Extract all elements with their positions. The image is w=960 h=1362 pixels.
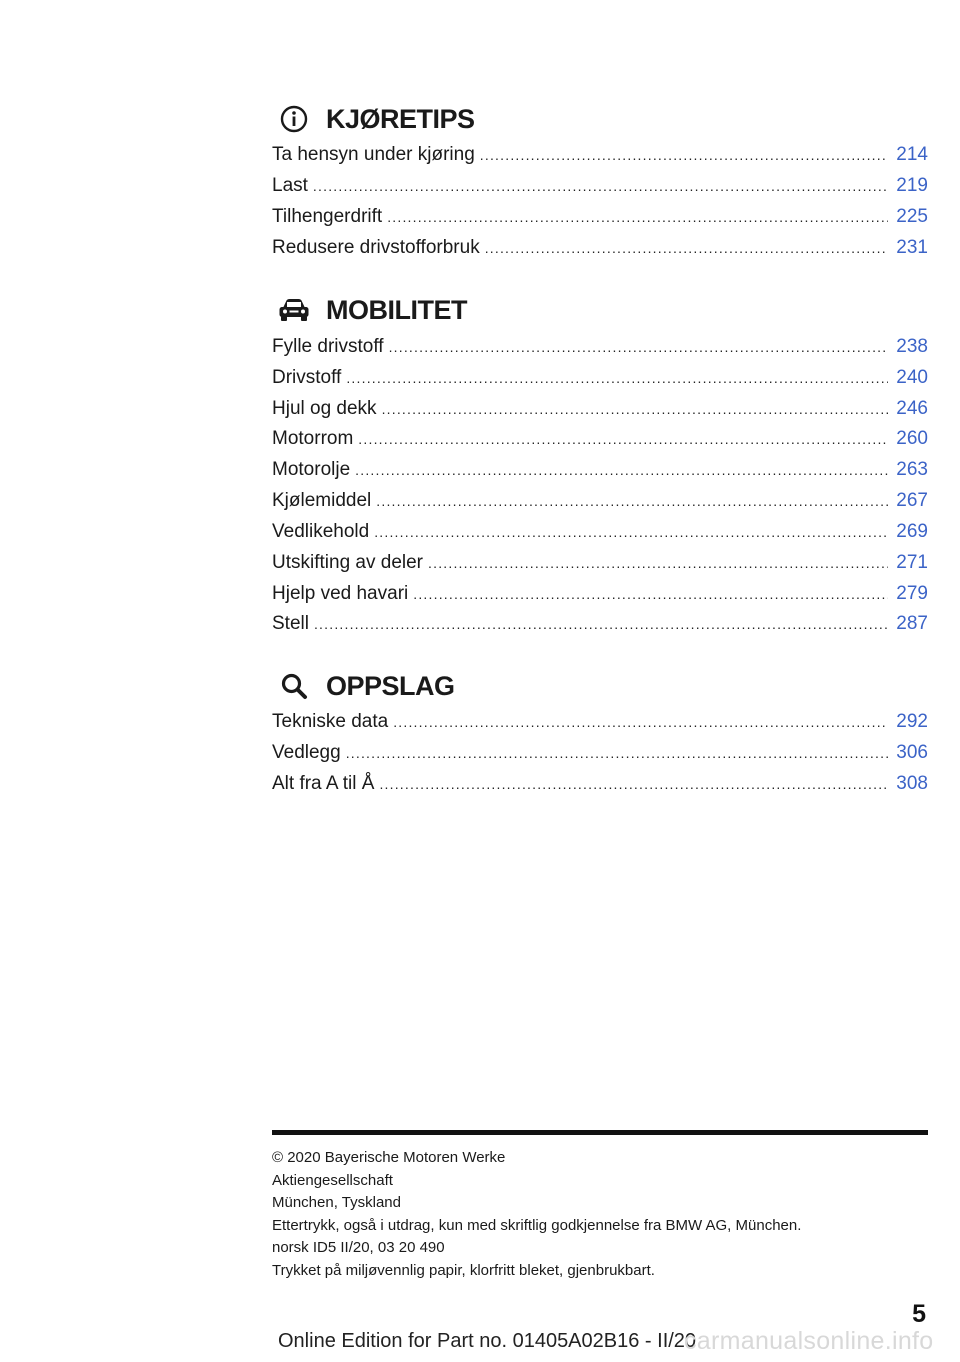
dot-leader — [346, 740, 888, 766]
toc-entry[interactable] — [272, 365, 928, 391]
toc-entry-page-link[interactable]: 219 — [896, 175, 928, 196]
toc-entry[interactable] — [272, 488, 928, 514]
watermark: carmanualsonline.info — [684, 1327, 934, 1355]
info-icon — [274, 99, 314, 139]
toc-entry-label: Stell — [272, 613, 309, 634]
toc-entry[interactable] — [272, 334, 928, 360]
dot-leader — [313, 173, 888, 199]
toc-entry[interactable] — [272, 173, 928, 199]
car-icon — [274, 290, 314, 330]
toc-entry[interactable] — [272, 550, 928, 576]
dot-leader — [376, 488, 888, 514]
toc-entry-page-link[interactable]: 287 — [896, 613, 928, 634]
edition-footer: Online Edition for Part no. 01405A02B16 - II/20 — [278, 1330, 697, 1352]
dot-leader — [389, 334, 888, 360]
toc-entry[interactable] — [272, 709, 928, 735]
toc-entry-page-link[interactable]: 263 — [896, 459, 928, 480]
section-title: KJØRETIPS — [326, 103, 475, 134]
toc-entry-page-link[interactable]: 238 — [896, 336, 928, 357]
page-number: 5 — [912, 1300, 926, 1328]
toc-entry-page-link[interactable]: 260 — [896, 428, 928, 449]
imprint-location: München, Tyskland — [272, 1194, 401, 1211]
dot-leader — [387, 204, 888, 230]
imprint-company: Aktiengesellschaft — [272, 1171, 393, 1189]
toc-entry[interactable] — [272, 581, 928, 607]
toc-entry-page-link[interactable]: 292 — [896, 711, 928, 732]
toc-entry-page-link[interactable]: 225 — [896, 206, 928, 227]
search-icon — [274, 666, 314, 706]
toc-entry-page-link[interactable]: 269 — [896, 521, 928, 542]
toc-entry-label: Tilhengerdrift — [272, 206, 383, 227]
dot-leader — [413, 581, 888, 607]
toc-entry-label: Ta hensyn under kjøring — [272, 144, 475, 165]
dot-leader — [374, 519, 888, 545]
dot-leader — [358, 426, 888, 452]
dot-leader — [428, 550, 888, 576]
toc-entry-label: Last — [272, 175, 308, 196]
toc-entry-label: Vedlikehold — [272, 521, 370, 542]
section-header-kjoretips — [272, 99, 475, 139]
toc-entry-label: Hjul og dekk — [272, 398, 377, 419]
toc-entry[interactable] — [272, 457, 928, 483]
toc-entry[interactable] — [272, 396, 928, 422]
toc-entry-label: Hjelp ved havari — [272, 583, 409, 604]
toc-entry-page-link[interactable]: 267 — [896, 490, 928, 511]
dot-leader — [382, 396, 888, 422]
dot-leader — [393, 709, 888, 735]
toc-entry-page-link[interactable]: 240 — [896, 367, 928, 388]
dot-leader — [485, 235, 888, 261]
dot-leader — [355, 457, 888, 483]
toc-entry-label: Utskifting av deler — [272, 552, 424, 573]
toc-entry[interactable] — [272, 611, 928, 637]
section-title: OPPSLAG — [326, 670, 455, 701]
toc-entry[interactable] — [272, 204, 928, 230]
dot-leader — [314, 611, 888, 637]
toc-entry-page-link[interactable]: 306 — [896, 742, 928, 763]
toc-entry[interactable] — [272, 426, 928, 452]
toc-entry-page-link[interactable]: 246 — [896, 398, 928, 419]
toc-entry-label: Drivstoff — [272, 367, 342, 388]
toc-entry[interactable] — [272, 142, 928, 168]
toc-entry-label: Kjølemiddel — [272, 490, 372, 511]
section-header-oppslag — [272, 666, 455, 706]
dot-leader — [480, 142, 888, 168]
toc-entry[interactable] — [272, 771, 928, 797]
section-header-mobilitet — [272, 290, 467, 330]
imprint-paper-notice: Trykket på miljøvennlig papir, klorfritt bleket, gjenbrukbart. — [272, 1261, 655, 1279]
toc-entry-label: Fylle drivstoff — [272, 336, 384, 357]
toc-entry-label: Alt fra A til Å — [272, 773, 375, 794]
toc-entry[interactable] — [272, 235, 928, 261]
toc-entry[interactable] — [272, 740, 928, 766]
toc-entry-page-link[interactable]: 231 — [896, 237, 928, 258]
toc-entry[interactable] — [272, 519, 928, 545]
toc-entry-page-link[interactable]: 271 — [896, 552, 928, 573]
section-title: MOBILITET — [326, 294, 467, 325]
toc-entry-page-link[interactable]: 308 — [896, 773, 928, 794]
footer-rule — [272, 1130, 928, 1135]
imprint-copyright: © 2020 Bayerische Motoren Werke — [272, 1149, 506, 1166]
imprint-reprint-notice: Ettertrykk, også i utdrag, kun med skriftlig godkjennelse fra BMW AG, München. — [272, 1216, 802, 1234]
toc-entry-label: Motorolje — [272, 459, 351, 480]
toc-entry-label: Motorrom — [272, 428, 354, 449]
imprint-id: norsk ID5 II/20, 03 20 490 — [272, 1239, 445, 1256]
dot-leader — [379, 771, 888, 797]
toc-entry-label: Tekniske data — [272, 711, 389, 732]
toc-entry-label: Redusere drivstofforbruk — [272, 237, 480, 258]
toc-entry-page-link[interactable]: 279 — [896, 583, 928, 604]
dot-leader — [346, 365, 888, 391]
toc-entry-label: Vedlegg — [272, 742, 341, 763]
imprint — [272, 1147, 912, 1282]
toc-entry-page-link[interactable]: 214 — [896, 144, 928, 165]
